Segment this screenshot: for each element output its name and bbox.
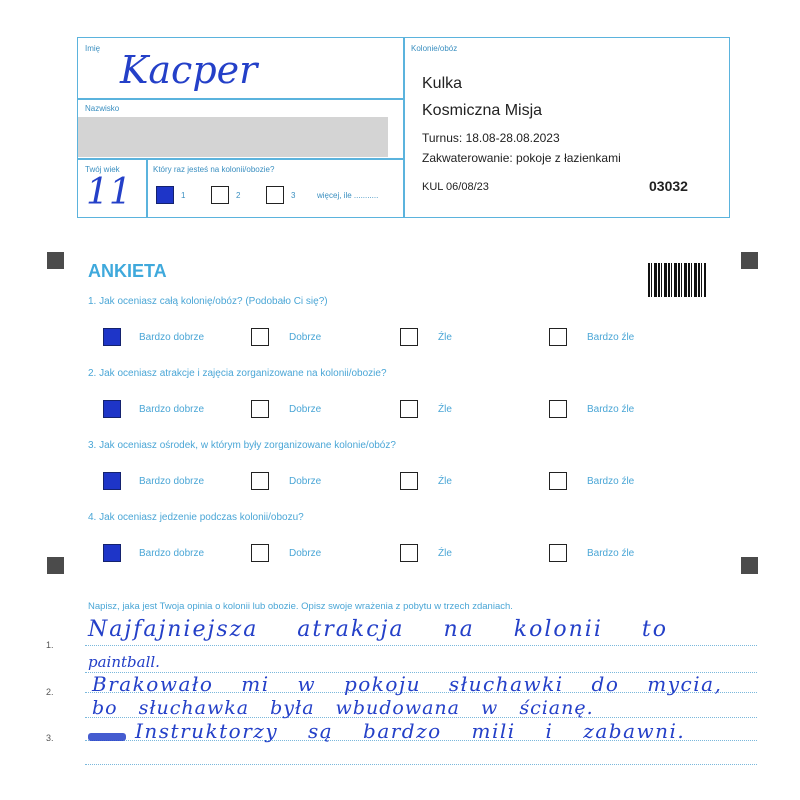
q2-option-zle: Źle (438, 404, 452, 415)
question-3: 3. Jak oceniasz ośrodek, w którym były zorganizowane kolonie/obóz? (88, 440, 396, 451)
q2-option-dobrze: Dobrze (289, 404, 322, 415)
q3-checkbox-bardzo-zle[interactable] (549, 472, 567, 490)
q3-checkbox-bardzo-dobrze[interactable] (103, 472, 121, 490)
q2-checkbox-bardzo-dobrze[interactable] (103, 400, 121, 418)
opinion-handwriting-1[interactable]: Najfajniejsza atrakcja na kolonii to (88, 617, 668, 642)
imie-label: Imię (85, 44, 101, 53)
barcode-icon (648, 263, 706, 297)
q3-checkbox-dobrze[interactable] (251, 472, 269, 490)
q1-option-dobrze: Dobrze (289, 332, 322, 343)
ktory-raz-checkbox-3[interactable] (266, 186, 284, 204)
nazwisko-label: Nazwisko (85, 104, 120, 113)
kolonie-label: Kolonie/obóz (411, 44, 458, 53)
survey-title: ANKIETA (88, 261, 167, 281)
q3-option-bardzo-zle: Bardzo źle (587, 476, 635, 487)
kolonie-name: Kulka (422, 75, 463, 92)
q2-checkbox-zle[interactable] (400, 400, 418, 418)
turnus: Turnus: 18.08-28.08.2023 (422, 131, 560, 145)
kolonie-subtitle: Kosmiczna Misja (422, 102, 543, 119)
ktory-raz-option-1: 1 (181, 191, 186, 200)
nazwisko-redacted (78, 117, 388, 157)
registration-marker-mid-right (741, 557, 758, 574)
q1-checkbox-zle[interactable] (400, 328, 418, 346)
q3-checkbox-zle[interactable] (400, 472, 418, 490)
imie-value[interactable]: Kacper (120, 48, 258, 92)
q1-option-zle: Źle (438, 332, 452, 343)
q4-option-bardzo-dobrze: Bardzo dobrze (139, 548, 205, 559)
q2-option-bardzo-zle: Bardzo źle (587, 404, 635, 415)
q3-option-bardzo-dobrze: Bardzo dobrze (139, 476, 205, 487)
header-divider-vertical (403, 37, 405, 218)
question-2: 2. Jak oceniasz atrakcje i zajęcia zorganizowane na kolonii/obozie? (88, 368, 387, 379)
q3-option-zle: Źle (438, 476, 452, 487)
wiek-value[interactable]: 11 (86, 172, 132, 213)
q3-option-dobrze: Dobrze (289, 476, 322, 487)
q1-checkbox-bardzo-zle[interactable] (549, 328, 567, 346)
header-divider-h1 (77, 98, 404, 100)
q4-checkbox-bardzo-dobrze[interactable] (103, 544, 121, 562)
q2-checkbox-dobrze[interactable] (251, 400, 269, 418)
q1-checkbox-dobrze[interactable] (251, 328, 269, 346)
ktory-raz-checkbox-2[interactable] (211, 186, 229, 204)
q2-checkbox-bardzo-zle[interactable] (549, 400, 567, 418)
registration-marker-mid-left (47, 557, 64, 574)
line-number-3: 3. (46, 733, 54, 743)
ktory-raz-option-2: 2 (236, 191, 241, 200)
registration-marker-top-left (47, 252, 64, 269)
opinion-handwriting-3[interactable]: Brakowało mi w pokoju słuchawki do mycia, (92, 672, 723, 696)
zakwaterowanie: Zakwaterowanie: pokoje z łazienkami (422, 151, 621, 165)
ktory-raz-label: Który raz jesteś na kolonii/obozie? (153, 165, 275, 174)
q1-option-bardzo-zle: Bardzo źle (587, 332, 635, 343)
q1-checkbox-bardzo-dobrze[interactable] (103, 328, 121, 346)
scribble-icon (88, 733, 126, 741)
line-number-1: 1. (46, 640, 54, 650)
opinion-prompt: Napisz, jaka jest Twoja opinia o kolonii lub obozie. Opisz swoje wrażenia z pobytu w trzech zdaniach. (88, 601, 513, 612)
ktory-raz-checkbox-1[interactable] (156, 186, 174, 204)
opinion-handwriting-2[interactable]: paintball. (88, 653, 160, 671)
opinion-handwriting-4[interactable]: bo słuchawka była wbudowana w ścianę. (92, 697, 594, 719)
q1-option-bardzo-dobrze: Bardzo dobrze (139, 332, 205, 343)
wiek-label: Twój wiek (85, 165, 120, 174)
header-divider-v2 (146, 158, 148, 218)
opinion-line-1 (85, 645, 757, 646)
q4-option-dobrze: Dobrze (289, 548, 322, 559)
kod: KUL 06/08/23 (422, 181, 489, 193)
q4-checkbox-zle[interactable] (400, 544, 418, 562)
q2-option-bardzo-dobrze: Bardzo dobrze (139, 404, 205, 415)
registration-marker-top-right (741, 252, 758, 269)
q4-checkbox-bardzo-zle[interactable] (549, 544, 567, 562)
line-number-2: 2. (46, 687, 54, 697)
ktory-raz-option-3: 3 (291, 191, 296, 200)
opinion-handwriting-5[interactable]: Instruktorzy są bardzo mili i zabawni. (135, 719, 686, 743)
q4-option-bardzo-zle: Bardzo źle (587, 548, 635, 559)
question-4: 4. Jak oceniasz jedzenie podczas kolonii/obozu? (88, 512, 304, 523)
question-1: 1. Jak oceniasz całą kolonię/obóz? (Podobało Ci się?) (88, 296, 328, 307)
ktory-raz-more: więcej, ile ........... (317, 191, 379, 200)
numer: 03032 (649, 178, 688, 194)
opinion-line-6 (85, 764, 757, 765)
q4-checkbox-dobrze[interactable] (251, 544, 269, 562)
header-divider-h2 (77, 158, 404, 160)
q4-option-zle: Źle (438, 548, 452, 559)
